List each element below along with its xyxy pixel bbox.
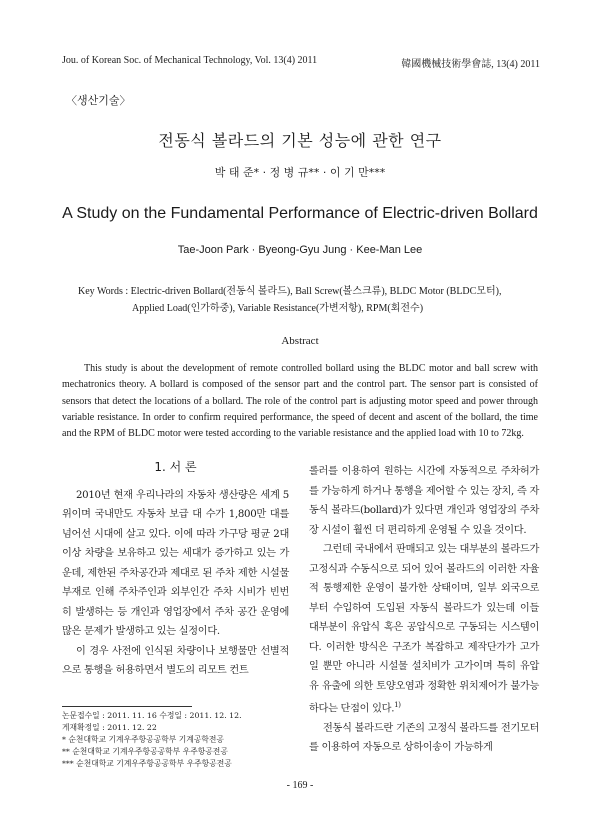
footnotes xyxy=(62,710,292,770)
intro-paragraph-3-text: 그런데 국내에서 판매되고 있는 대부분의 볼라드가 고정식과 수동식으로 되어 있어 볼라드의 이러한 자율적 통행제한 운영이 불가한 상태이며, 일부 외국으로부터 수입하여 도입된 자동식 볼라드가 있는데 이들 대부분이 유압식 혹은 공압식으로 구동되는 시스템이다. 이러한 방식은 구조가 복잡하고 제작단가가 고가일 뿐만 아니라 시설물 설치비가 고가이며 특히 유압유 유출에 의한 토양오염과 정확한 위치제어가 불가능하다는 단점이 있다. xyxy=(309,544,539,715)
footnote-affiliation-1: * 순천대학교 기계우주항공공학부 기계공학전공 xyxy=(62,735,224,744)
keywords xyxy=(78,283,538,317)
keywords-line-1: Key Words : Electric-driven Bollard(전동식 볼라드), Ball Screw(볼스크류), BLDC Motor (BLDC모터), xyxy=(78,286,502,297)
reference-marker: 1) xyxy=(394,701,401,709)
intro-paragraph-3 xyxy=(309,540,539,719)
title-english: A Study on the Fundamental Performance of Electric-driven Bollard xyxy=(62,205,538,222)
authors-korean: 박 태 준* · 정 병 규** · 이 기 만*** xyxy=(214,166,386,179)
footnote-received: 논문접수일 : 2011. 11. 16 수정일 : 2011. 12. 12. xyxy=(62,711,242,720)
authors-english: Tae-Joon Park · Byeong-Gyu Jung · Kee-Man Lee xyxy=(177,244,423,256)
category-label: 〈생산기술〉 xyxy=(66,94,131,107)
left-column xyxy=(62,456,289,681)
abstract-title: Abstract xyxy=(281,335,319,347)
footnote-accepted: 게재확정일 : 2011. 12. 22 xyxy=(62,723,157,732)
intro-paragraph-2: 이 경우 사전에 인식된 차량이나 보행물만 선별적으로 통행을 허용하면서 별도의 리모트 컨트 xyxy=(62,645,289,676)
intro-paragraph-4: 전동식 볼라드란 기존의 고정식 볼라드를 전기모터를 이용하여 자동으로 상하이송이 가능하게 xyxy=(309,722,539,754)
journal-header-en: Jou. of Korean Soc. of Mechanical Technology, Vol. 13(4) 2011 xyxy=(62,55,318,66)
intro-paragraph-1-continued: 롤러를 이용하여 원하는 시간에 자동적으로 주차허가를 가능하게 하거나 통행을 제어할 수 있는 장치, 즉 자동식 볼라드(bollard)가 있다면 개인과 영업장의 주차장 시설이 훨씬 더 편리하게 운영될 수 있을 것이다. xyxy=(309,466,539,536)
footnote-divider xyxy=(62,706,192,707)
intro-paragraph-1: 2010년 현재 우리나라의 자동차 생산량은 세계 5위이며 국내만도 자동차 보급 대 수가 1,800만 대를 넘어선 시대에 살고 있다. 이에 따라 가구당 평균 2대 이상 차량을 보유하고 있는 세대가 증가하고 있는 가운데, 제한된 주차공간과 제대로 된 주차 제한 시설물 부재로 인해 주차주인과 외부인간 주차 시비가 빈번히 발생하는 등 개인과 영업장에서 주차 공간 운영에 많은 문제가 발생하고 있는 실정이다. xyxy=(62,489,289,637)
right-column xyxy=(309,462,539,758)
section-heading-introduction: 1. 서 론 xyxy=(154,460,197,474)
journal-header-ko: 韓國機械技術學會誌, 13(4) 2011 xyxy=(401,59,540,70)
abstract-text: This study is about the development of remote controlled bollard using the BLDC motor and ball screw with mechatronics theory. A bollard is composed of the sensor part and the control part. The sensor part is consisted of sensors that detect the locations of a bollard. The role of the control part is adjusting motor speed and power through variable resistance. In order to confirm required performance, the speed of decent and ascent of the bollard, the time and the RPM of BLDC motor were tested according to the variable resistance and the applied load with 10 to 72kg. xyxy=(62,363,538,440)
page-number: - 169 - xyxy=(286,780,314,791)
footnote-affiliation-3: *** 순천대학교 기계우주항공공학부 우주항공전공 xyxy=(62,759,232,768)
title-korean: 전동식 볼라드의 기본 성능에 관한 연구 xyxy=(158,131,442,150)
keywords-line-2: Applied Load(인가하중), Variable Resistance(가변저항), RPM(회전수) xyxy=(132,303,424,314)
footnote-affiliation-2: ** 순천대학교 기계우주항공공학부 우주항공전공 xyxy=(62,747,228,756)
